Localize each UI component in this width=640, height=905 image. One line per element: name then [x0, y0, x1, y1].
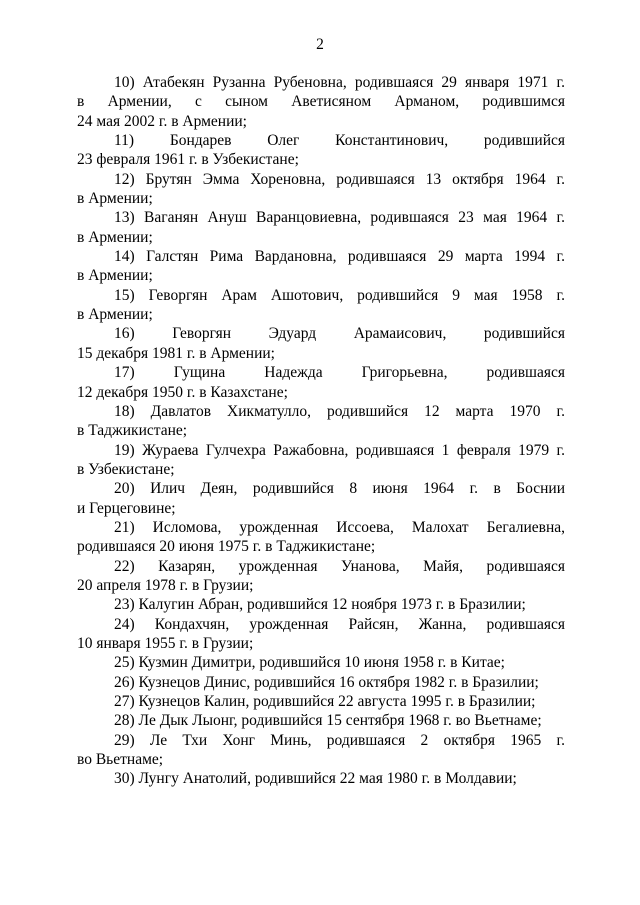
list-item [77, 131, 565, 170]
page-number: 2 [316, 36, 324, 53]
entry-continuation-line: в Армении, с сыном Аветисяном Арманом, родившимся [77, 93, 565, 111]
entry-first-line: 30) Лунгу Анатолий, родившийся 22 мая 1980 г. в Молдавии; [114, 770, 517, 788]
list-item [77, 557, 565, 596]
entry-continuation-line: в Армении; [77, 267, 153, 285]
entry-continuation-line: 24 мая 2002 г. в Армении; [77, 112, 247, 130]
entry-continuation-line: родившаяся 20 июня 1975 г. в Таджикистане; [77, 538, 376, 556]
list-item [77, 286, 565, 325]
list-item [77, 692, 565, 711]
entry-first-line: 16) Геворгян Эдуард Арамаисович, родившийся [114, 325, 565, 343]
entry-first-line: 24) Кондахчян, урожденная Райсян, Жанна, родившаяся [114, 615, 565, 633]
list-item [77, 73, 565, 131]
entry-first-line: 27) Кузнецов Калин, родившийся 22 августа 1995 г. в Бразилии; [114, 693, 536, 710]
list-item [77, 324, 565, 363]
entry-first-line: 17) Гущина Надежда Григорьевна, родившаяся [114, 364, 565, 382]
entry-first-line: 20) Илич Деян, родившийся 8 июня 1964 г. в Боснии [114, 480, 565, 498]
entry-list [77, 73, 565, 789]
list-item [77, 615, 565, 654]
entry-first-line: 21) Исломова, урожденная Иссоева, Малохат Бегалиевна, [114, 518, 565, 536]
entry-first-line: 25) Кузмин Димитри, родившийся 10 июня 1958 г. в Китае; [114, 654, 505, 672]
entry-continuation-line: и Герцеговине; [77, 499, 176, 517]
entry-first-line: 18) Давлатов Хикматулло, родившийся 12 марта 1970 г. [114, 402, 565, 420]
list-item [77, 479, 565, 518]
list-item [77, 247, 565, 286]
entry-first-line: 22) Казарян, урожденная Унанова, Майя, родившаяся [114, 557, 565, 575]
list-item [77, 653, 565, 672]
list-item [77, 518, 565, 557]
list-item [77, 170, 565, 209]
list-item [77, 673, 565, 692]
entry-continuation-line: в Армении; [77, 228, 153, 246]
list-item [77, 402, 565, 441]
list-item [77, 731, 565, 770]
entry-first-line: 19) Жураева Гулчехра Ражабовна, родившаяся 1 февраля 1979 г. [114, 441, 565, 459]
entry-continuation-line: 10 января 1955 г. в Грузии; [77, 634, 254, 652]
entry-first-line: 29) Ле Тхи Хонг Минь, родившаяся 2 октября 1965 г. [114, 731, 565, 749]
list-item [77, 769, 565, 788]
entry-first-line: 12) Брутян Эмма Хореновна, родившаяся 13 октября 1964 г. [114, 170, 565, 188]
entry-first-line: 14) Галстян Рима Вардановна, родившаяся 29 марта 1994 г. [114, 248, 565, 266]
list-item [77, 208, 565, 247]
entry-first-line: 10) Атабекян Рузанна Рубеновна, родившаяся 29 января 1971 г. [114, 74, 565, 91]
list-item [77, 441, 565, 480]
entry-continuation-line: во Вьетнаме; [77, 751, 164, 769]
entry-continuation-line: в Армении; [77, 306, 153, 324]
entry-continuation-line: в Армении; [77, 190, 153, 208]
entry-continuation-line: в Узбекистане; [77, 460, 175, 478]
entry-continuation-line: 15 декабря 1981 г. в Армении; [77, 344, 275, 362]
entry-first-line: 28) Ле Дык Лыонг, родившийся 15 сентября 1968 г. во Вьетнаме; [114, 712, 542, 730]
entry-first-line: 13) Ваганян Ануш Варанцовиевна, родившаяся 23 мая 1964 г. [114, 209, 565, 227]
list-item [77, 595, 565, 614]
entry-first-line: 15) Геворгян Арам Ашотович, родившийся 9 мая 1958 г. [114, 286, 565, 304]
entry-first-line: 26) Кузнецов Динис, родившийся 16 октября 1982 г. в Бразилии; [114, 673, 539, 691]
entry-continuation-line: в Таджикистане; [77, 422, 188, 440]
entry-first-line: 23) Калугин Абран, родившийся 12 ноября 1973 г. в Бразилии; [114, 596, 526, 614]
entry-continuation-line: 20 апреля 1978 г. в Грузии; [77, 576, 254, 594]
list-item [77, 363, 565, 402]
entry-continuation-line: 23 февраля 1961 г. в Узбекистане; [77, 151, 299, 169]
entry-continuation-line: 12 декабря 1950 г. в Казахстане; [77, 383, 288, 401]
list-item [77, 711, 565, 730]
entry-first-line: 11) Бондарев Олег Константинович, родившийся [114, 132, 565, 150]
